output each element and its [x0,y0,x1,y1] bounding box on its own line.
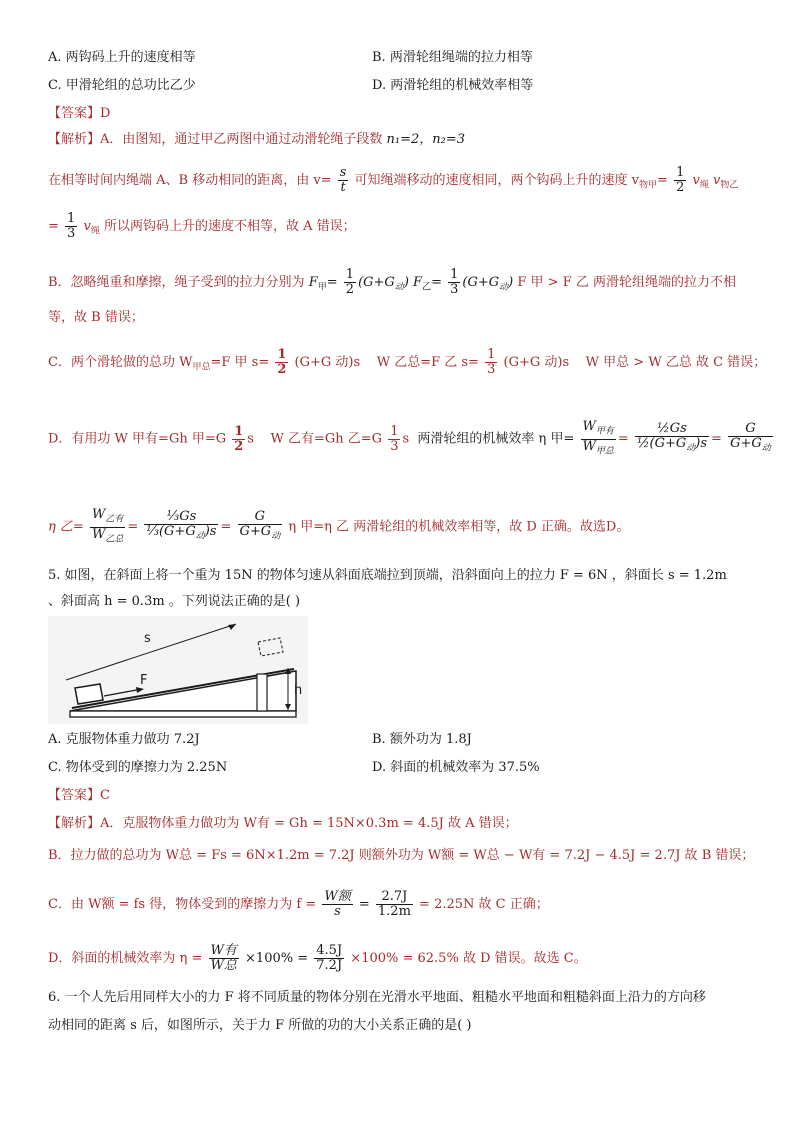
incline-figure [48,616,308,724]
q4-analysis-a [48,132,465,148]
object-box [75,684,103,704]
analysis-text: 在相等时间内绳端 A、B 移动相同的距离，由 v= [48,173,332,188]
analysis-math: n₁=2，n₂=3 [386,132,466,147]
analysis-label: 【解析】 [48,132,101,147]
q5-option-a: A. 克服物体重力做功 7.2J [48,732,200,747]
q5-analysis-b: B．拉力做的总功为 W总 = Fs = 6N×1.2m = 7.2J 则额外功为 W额 = W总 − W有 = 7.2J − 4.5J = 2.7J 故 B 错误； [48,848,755,863]
fraction: $\frac{1}{3}$ [487,347,496,377]
q5-analysis-d: D．斜面的机械效率为 η = $\frac{\text{W有}}{\text{W总}}$ ×100% = $\frac{4.5J}{7.2J}$ ×100% = 62.5% 故 D 错误。故选 C。 [48,943,587,973]
q6-stem-line2: 动相同的距离 s 后，如图所示，关于力 F 所做的功的大小关系正确的是( ) [48,1018,472,1033]
support-block [257,674,267,711]
analysis-text: A．由图知，通过甲乙两图中通过动滑轮绳子段数 [100,132,383,147]
analysis-text: F 甲 > F 乙 两滑轮组绳端的拉力不相 [517,275,736,290]
q4-analysis-a3: = $\frac{1}{3}$ $v_绳$ 所以两钩码上升的速度不相等，故 A 错误； [48,211,356,241]
q4-option-a: A. 两钩码上升的速度相等 [48,50,196,65]
q4-answer: 【答案】D [48,106,111,121]
q4-option-d: D. 两滑轮组的机械效率相等 [372,78,534,93]
q4-analysis-b2: 等，故 B 错误； [48,310,144,325]
fraction: $\frac{1}{2}$ [234,423,244,454]
f-label: F [140,673,148,688]
q4-option-c: C. 甲滑轮组的总功比乙少 [48,78,196,93]
ground-base [70,711,296,717]
analysis-text: 所以两钩码上升的速度不相等，故 A 错误； [103,219,356,234]
q5-option-c: C. 物体受到的摩擦力为 2.25N [48,760,228,775]
q5-stem-line1: 5. 如图，在斜面上将一个重为 15N 的物体匀速从斜面底端拉到顶端，沿斜面向上的拉力 F = 6N ，斜面长 s = 1.2m [48,568,727,583]
q4-option-b: B. 两滑轮组绳端的拉力相等 [372,50,533,65]
q4-analysis-a2: 在相等时间内绳端 A、B 移动相同的距离，由 v= $\frac{s}{t}$ 可知绳端移动的速度相同，两个钩码上升的速度 $v_{物甲}=$ $\frac{1}{2}$ $v_绳$ $v_{物乙}$ [48,165,739,195]
q4-analysis-c: C．两个滑轮做的总功 $W_{甲总}=F$ 甲 s= $\frac{1}{2}$ (G+G 动)s W 乙总=F 乙 s= $\frac{1}{3}$ (G+G 动)s W 甲总 > W 乙总 故 C 错误； [48,347,767,377]
q4-analysis-d: D．有用功 W 甲有=Gh 甲=G $\frac{1}{2}$ s W 乙有=Gh 乙=G $\frac{1}{3}$ s 两滑轮组的机械效率 η 甲= $\frac{W_{甲有}}{W_{甲总}}$ = $\frac{\text{½Gs}}{\frac{1}{2}(G+G_动)s}$ = $\frac{G}{G+G_动}$ [48,419,771,457]
fraction: $\frac{1}{3}$ [67,211,76,241]
q5-stem-line2: 、斜面高 h = 0.3m 。下列说法正确的是( ) [48,594,301,609]
h-label: h [294,683,303,698]
q6-stem-line1: 6. 一个人先后用同样大小的力 F 将不同质量的物体分别在光滑水平地面、粗糙水平地面和粗糙斜面上沿力的方向移 [48,990,706,1005]
fraction: $\frac{s}{t}$ [339,165,347,195]
q5-option-b: B. 额外功为 1.8J [372,732,472,747]
q5-analysis-a: 【解析】A．克服物体重力做功为 W有 = Gh = 15N×0.3m = 4.5J 故 A 错误； [48,816,518,831]
fraction: $\frac{1}{2}$ [676,165,685,195]
q5-analysis-c: C．由 W额 = fs 得，物体受到的摩擦力为 f = $\frac{\text{W额}}{s}$ = $\frac{2.7J}{1.2m}$ = 2.25N 故 C 正确； [48,889,549,919]
fraction: $\frac{1}{3}$ [450,267,459,297]
q5-option-d: D. 斜面的机械效率为 37.5% [372,760,540,775]
fraction: $\frac{1}{2}$ [277,347,287,377]
q5-answer: 【答案】C [48,788,110,803]
analysis-text: B．忽略绳重和摩擦，绳子受到的拉力分别为 [48,275,305,290]
q4-analysis-d2: η 乙= $\frac{W_{乙有}}{W_{乙总}}$ = $\frac{\text{⅓Gs}}{\frac{1}{3}(G+G_动)s}$ = $\frac{G}{G+G_动}$ η 甲=η 乙 两滑轮组的机械效率相等，故 D 正确。故选D。 [48,507,630,545]
fraction: $\frac{1}{2}$ [345,267,355,297]
q4-analysis-b: B．忽略绳重和摩擦，绳子受到的拉力分别为 $F_甲=$ $\frac{1}{2}$ $(G+G_动)$ $F_乙=$ $\frac{1}{3}$ $(G+G_动)$ F 甲 > F 乙 两滑轮组绳端的拉力不相 [48,267,736,297]
s-label: s [144,631,151,646]
fraction: $\frac{1}{3}$ [390,423,399,454]
analysis-text: 可知绳端移动的速度相同，两个钩码上升的速度 v [354,173,640,188]
